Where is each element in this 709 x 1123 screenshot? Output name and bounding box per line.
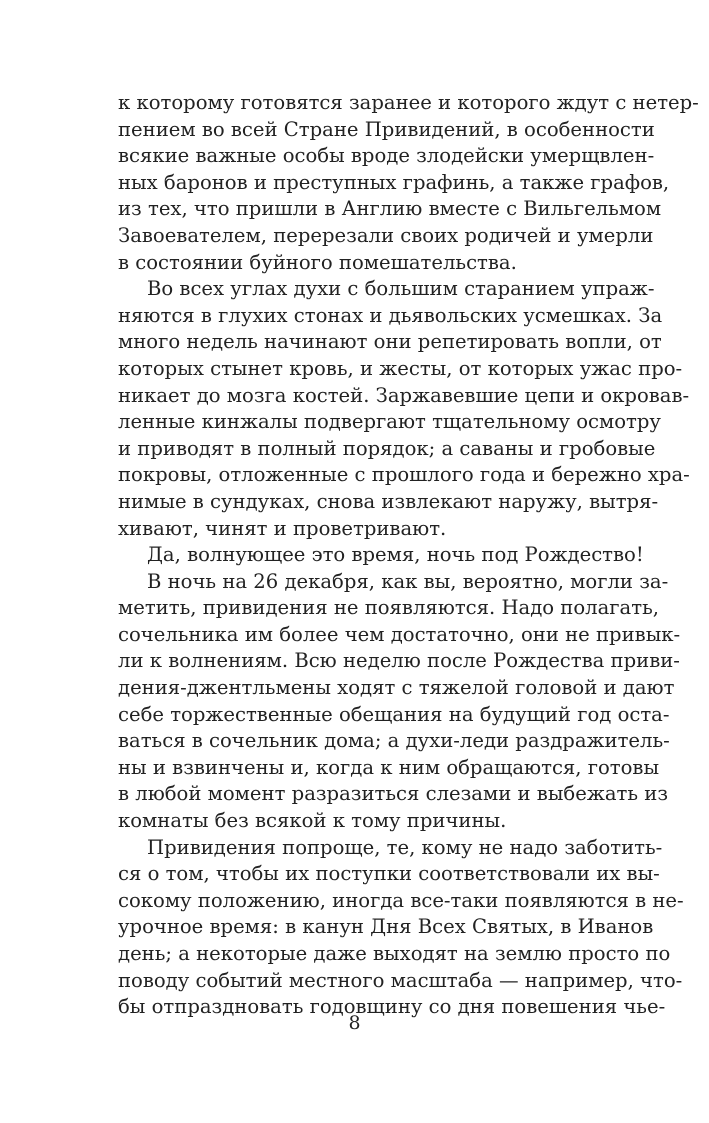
text-line: которых стынет кровь, и жесты, от которых ужас про- — [118, 356, 683, 380]
text-line: ваться в сочельник дома; а духи-леди раздражитель- — [118, 729, 670, 753]
text-line: ся о том, чтобы их поступки соответствовали их вы- — [118, 862, 660, 886]
text-line: пением во всей Стране Привидений, в особенности — [118, 117, 655, 141]
text-line: комнаты без всякой к тому причины. — [118, 809, 507, 833]
page-number: 8 — [348, 1012, 361, 1034]
text-line: нимые в сундуках, снова извлекают наружу, вытря- — [118, 489, 659, 513]
text-line: дения-джентльмены ходят с тяжелой головой и дают — [118, 676, 675, 700]
text-line: себе торжественные обещания на будущий год оста- — [118, 702, 670, 726]
text-line: ных баронов и преступных графинь, а также графов, — [118, 170, 670, 194]
text-line: к которому готовятся заранее и которого ждут с нетер- — [118, 91, 699, 114]
text-line: из тех, что пришли в Англию вместе с Вильгельмом — [118, 197, 662, 221]
text-line: в состоянии буйного помешательства. — [118, 250, 517, 274]
text-line: бы отпраздновать годовщину со дня повешения чье- — [118, 995, 666, 1019]
text-line: урочное время: в канун Дня Всех Святых, в Иванов — [118, 915, 654, 939]
text-line: всякие важные особы вроде злодейски умерщвлен- — [118, 144, 655, 168]
text-line: Да, волнующее это время, ночь под Рождество! — [147, 543, 644, 567]
text-line: много недель начинают они репетировать вопли, от — [118, 330, 662, 354]
text-line: ленные кинжалы подвергают тщательному осмотру — [118, 410, 661, 434]
text-line: няются в глухих стонах и дьявольских усмешках. За — [118, 303, 663, 327]
text-line: и приводят в полный порядок; а саваны и гробовые — [118, 436, 656, 460]
text-line: метить, привидения не появляются. Надо полагать, — [118, 596, 659, 620]
text-line: поводу событий местного масштаба — например, что- — [118, 968, 683, 992]
text-line: Привидения попроще, те, кому не надо заботить- — [147, 835, 663, 859]
text-line: в любой момент разразиться слезами и выбежать из — [118, 782, 669, 806]
text-line: В ночь на 26 декабря, как вы, вероятно, могли за- — [147, 569, 669, 593]
text-line: покровы, отложенные с прошлого года и бережно хра- — [118, 463, 690, 487]
text-line: никает до мозга костей. Заржавевшие цепи и окровав- — [118, 383, 690, 407]
text-line: день; а некоторые даже выходят на землю просто по — [118, 942, 671, 965]
text-line: Завоевателем, перерезали своих родичей и умерли — [118, 223, 654, 247]
text-line: сокому положению, иногда все-таки появляются в не- — [118, 888, 684, 912]
text-line: ли к волнениям. Всю неделю после Рождества приви- — [118, 649, 680, 673]
body-text — [118, 90, 699, 1021]
text-line: хивают, чинят и проветривают. — [118, 516, 447, 540]
text-line: Во всех углах духи с большим старанием упраж- — [147, 277, 655, 301]
text-line: сочельника им более чем достаточно, они не привык- — [118, 622, 681, 646]
text-line: ны и взвинчены и, когда к ним обращаются, готовы — [118, 755, 660, 779]
